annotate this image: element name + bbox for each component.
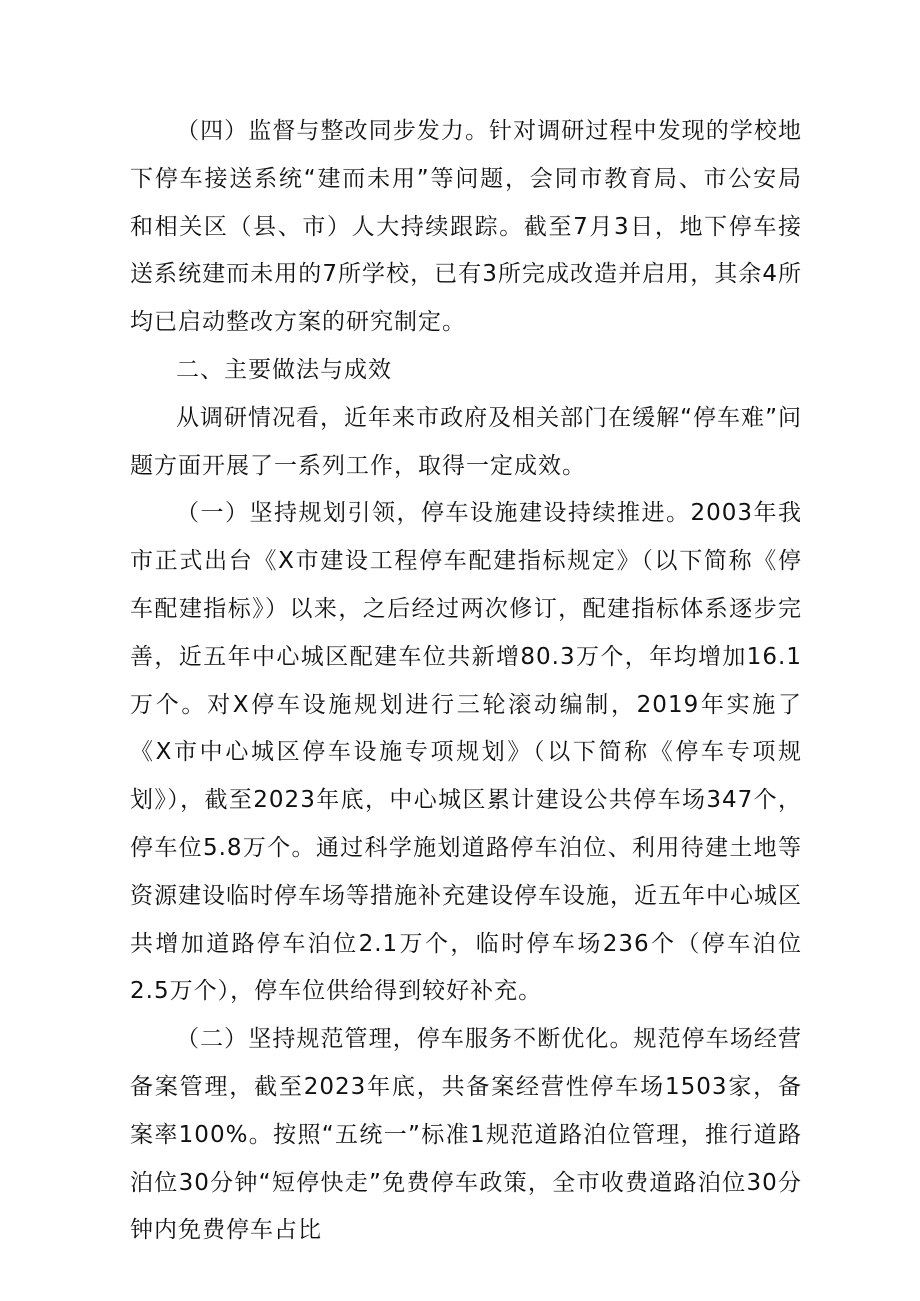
paragraph-planning-guidance: （一）坚持规划引领，停车设施建设持续推进。2003年我市正式出台《X市建设工程停车配建指标规定》（以下简称《停车配建指标》）以来，之后经过两次修订，配建指标体系逐步完善，近五年中心城区配建车位共新增80.3万个，年均增加16.1万个。对X停车设施规划进行三轮滚动编制，2019年实施了《X市中心城区停车设施专项规划》（以下简称《停车专项规划》），截至2023年底，中心城区累计建设公共停车场347个，停车位5.8万个。通过科学施划道路停车泊位、利用待建土地等资源建设临时停车场等措施补充建设停车设施，近五年中心城区共增加道路停车泊位2.1万个，临时停车场236个（停车泊位2.5万个），停车位供给得到较好补充。 — [130, 500, 802, 1005]
paragraph-research-overview: 从调研情况看，近年来市政府及相关部门在缓解“停车难”问题方面开展了一系列工作，取得一定成效。 — [130, 404, 802, 479]
paragraph-supervision-rectification: （四）监督与整改同步发力。针对调研过程中发现的学校地下停车接送系统“建而未用”等问题，会同市教育局、市公安局和相关区（县、市）人大持续跟踪。截至7月3日，地下停车接送系统建而未用的7所学校，已有3所完成改造并启用，其余4所均已启动整改方案的研究制定。 — [130, 118, 802, 336]
document-body — [130, 108, 802, 1255]
paragraph-standardized-management: （二）坚持规范管理，停车服务不断优化。规范停车场经营备案管理，截至2023年底，共备案经营性停车场1503家，备案率100%。按照“五统一”标准1规范道路泊位管理，推行道路泊位30分钟“短停快走”免费停车政策，全市收费道路泊位30分钟内免费停车占比 — [130, 1026, 802, 1244]
section-heading-main-practices: 二、主要做法与成效 — [176, 356, 392, 383]
